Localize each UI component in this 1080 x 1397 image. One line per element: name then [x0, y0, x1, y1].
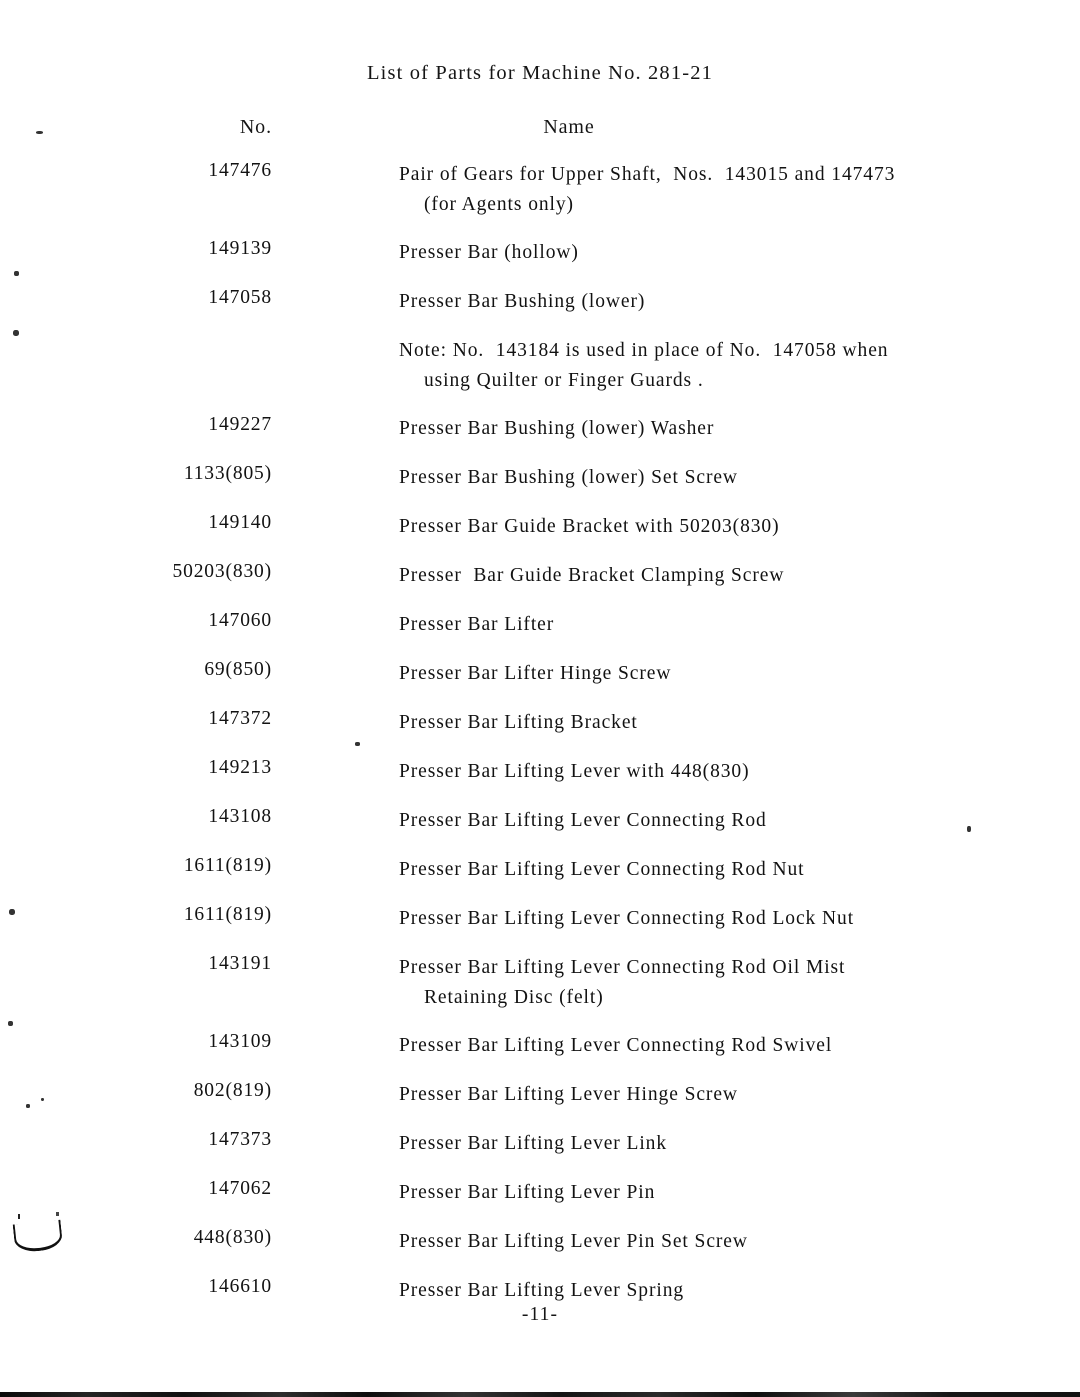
- part-number: 1611(819): [183, 855, 272, 876]
- part-name-line-1: Presser Bar Lifting Lever Pin: [399, 1182, 656, 1203]
- part-name: [399, 659, 1039, 689]
- part-number: 149140: [208, 512, 272, 533]
- part-name: [399, 561, 1039, 591]
- part-name-line-2: using Quilter or Finger Guards .: [424, 370, 704, 391]
- part-number: 69(850): [204, 659, 272, 680]
- scan-speck: [13, 330, 19, 336]
- table-row: [0, 336, 1080, 396]
- part-name: [399, 287, 1039, 317]
- part-name-line-1: Presser Bar Lifting Bracket: [399, 712, 638, 733]
- part-name-line-1: Presser Bar Lifting Lever Link: [399, 1133, 668, 1154]
- scan-speck: [26, 1104, 30, 1108]
- part-name-line-1: Note: No. 143184 is used in place of No. 147058 when: [399, 340, 889, 361]
- part-name: [399, 1178, 1039, 1208]
- table-row: [0, 1227, 1080, 1257]
- part-name-line-1: Presser Bar (hollow): [399, 242, 579, 263]
- part-name-line-1: Presser Bar Lifting Lever Connecting Rod: [399, 810, 767, 831]
- table-row: [0, 512, 1080, 542]
- part-name: [399, 414, 1039, 444]
- table-row: [0, 953, 1080, 1013]
- part-number: 147476: [208, 160, 272, 181]
- table-row: [0, 1276, 1080, 1306]
- part-number: 147058: [208, 287, 272, 308]
- table-row: [0, 855, 1080, 885]
- part-name: [399, 1129, 1039, 1159]
- part-number: 147062: [208, 1178, 272, 1199]
- part-name-line-1: Presser Bar Lifting Lever Hinge Screw: [399, 1084, 738, 1105]
- part-name-line-1: Presser Bar Lifting Lever Connecting Rod Swivel: [399, 1035, 833, 1056]
- scan-curve-tick-left: [18, 1214, 20, 1219]
- table-row: [0, 160, 1080, 220]
- page-number: -11-: [521, 1304, 559, 1325]
- part-name-line-2: (for Agents only): [424, 194, 574, 215]
- part-number: 448(830): [193, 1227, 272, 1248]
- table-row: [0, 659, 1080, 689]
- part-name: [399, 708, 1039, 738]
- scan-speck: [8, 1021, 13, 1026]
- part-name: [399, 1227, 1039, 1257]
- part-number: 802(819): [193, 1080, 272, 1101]
- table-row: [0, 1178, 1080, 1208]
- part-name-line-1: Presser Bar Lifter Hinge Screw: [399, 663, 672, 684]
- part-name-line-1: Presser Bar Lifter: [399, 614, 555, 635]
- scan-speck: [41, 1098, 44, 1101]
- part-number: 149139: [208, 238, 272, 259]
- part-name-line-1: Presser Bar Lifting Lever Spring: [399, 1280, 685, 1301]
- table-row: [0, 757, 1080, 787]
- scan-curve-tick-right: [56, 1212, 59, 1216]
- part-number: 149213: [208, 757, 272, 778]
- part-name-line-1: Presser Bar Lifting Lever Connecting Rod Lock Nut: [399, 908, 855, 929]
- part-name: [399, 336, 1039, 396]
- part-number: 147373: [208, 1129, 272, 1150]
- part-name-line-1: Presser Bar Bushing (lower) Set Screw: [399, 467, 738, 488]
- part-number: 143108: [208, 806, 272, 827]
- part-number: 143109: [208, 1031, 272, 1052]
- part-name-line-1: Presser Bar Bushing (lower) Washer: [399, 418, 715, 439]
- table-row: [0, 708, 1080, 738]
- scan-speck: [9, 909, 15, 915]
- column-header-name: Name: [543, 116, 595, 138]
- part-name: [399, 610, 1039, 640]
- part-number: 143191: [208, 953, 272, 974]
- table-row: [0, 1080, 1080, 1110]
- part-name: [399, 463, 1039, 493]
- part-number: 1133(805): [183, 463, 272, 484]
- part-name-line-1: Presser Bar Lifting Lever Connecting Rod Oil Mist: [399, 957, 846, 978]
- part-name: [399, 1031, 1039, 1061]
- part-name: [399, 238, 1039, 268]
- part-name-line-1: Presser Bar Lifting Lever Connecting Rod Nut: [399, 859, 805, 880]
- part-name-line-2: Retaining Disc (felt): [424, 987, 604, 1008]
- table-row: [0, 1031, 1080, 1061]
- part-name: [399, 160, 1039, 220]
- part-name-line-1: Presser Bar Lifting Lever with 448(830): [399, 761, 750, 782]
- part-name: [399, 953, 1039, 1013]
- table-row: [0, 806, 1080, 836]
- part-number: 147372: [208, 708, 272, 729]
- part-name-line-1: Presser Bar Guide Bracket with 50203(830): [399, 516, 780, 537]
- table-row: [0, 610, 1080, 640]
- parts-list: [0, 160, 1080, 1306]
- part-name: [399, 1080, 1039, 1110]
- table-row: [0, 561, 1080, 591]
- scan-edge-bottom: [0, 1392, 1080, 1397]
- part-number: 146610: [208, 1276, 272, 1297]
- part-name-line-1: Presser Bar Lifting Lever Pin Set Screw: [399, 1231, 748, 1252]
- part-number: 1611(819): [183, 904, 272, 925]
- part-name: [399, 806, 1039, 836]
- page-title: List of Parts for Machine No. 281-21: [367, 62, 713, 84]
- part-number: 50203(830): [172, 561, 272, 582]
- table-row: [0, 287, 1080, 317]
- part-name: [399, 757, 1039, 787]
- part-name-line-1: Pair of Gears for Upper Shaft, Nos. 143015 and 147473: [399, 164, 896, 185]
- part-name: [399, 904, 1039, 934]
- column-header-number: No.: [239, 116, 272, 138]
- part-number: 147060: [208, 610, 272, 631]
- table-row: [0, 904, 1080, 934]
- scan-speck: [967, 826, 971, 832]
- part-name: [399, 855, 1039, 885]
- scan-speck: [355, 742, 360, 746]
- part-name: [399, 1276, 1039, 1306]
- table-row: [0, 238, 1080, 268]
- table-row: [0, 463, 1080, 493]
- part-name-line-1: Presser Bar Bushing (lower): [399, 291, 646, 312]
- part-number: 149227: [208, 414, 272, 435]
- scan-speck: [14, 271, 19, 276]
- table-row: [0, 414, 1080, 444]
- part-name-line-1: Presser Bar Guide Bracket Clamping Screw: [399, 565, 785, 586]
- scan-speck: [36, 131, 43, 134]
- part-name: [399, 512, 1039, 542]
- table-row: [0, 1129, 1080, 1159]
